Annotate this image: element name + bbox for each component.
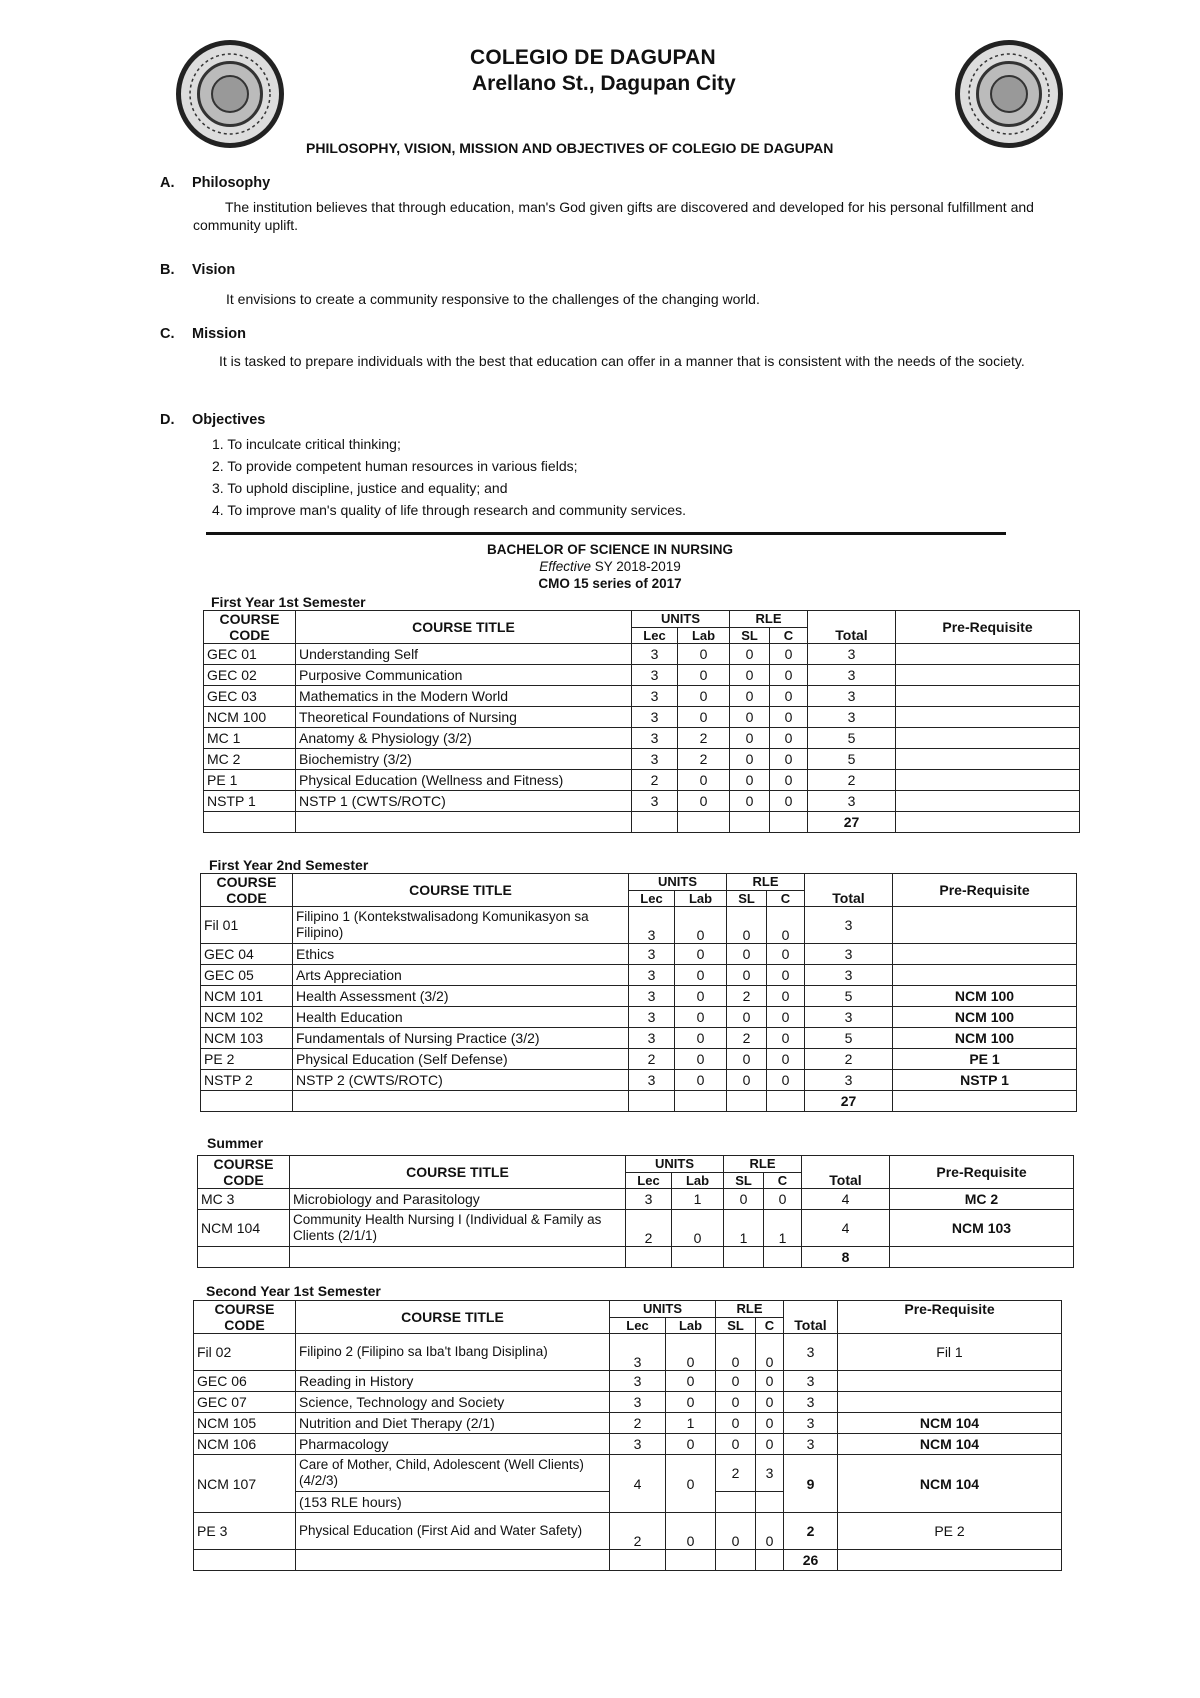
program-effective: Effective SY 2018-2019 (539, 559, 681, 574)
header-course-code: COURSE CODE (194, 1301, 296, 1334)
table-row: MC 1 Anatomy & Physiology (3/2) 3 2 0 0 5 (204, 728, 1080, 749)
header-lec: Lec (629, 890, 675, 907)
school-seal-right (955, 40, 1063, 148)
table-row: GEC 07 Science, Technology and Society 3 0 0 0 3 (194, 1392, 1062, 1413)
header-rle: RLE (730, 611, 808, 628)
header-prerequisite: Pre-Requisite (838, 1301, 1062, 1334)
table-row: MC 3 Microbiology and Parasitology 3 1 0 0 4 MC 2 (198, 1189, 1074, 1210)
table-row: NCM 101 Health Assessment (3/2) 3 0 2 0 5 NCM 100 (201, 986, 1077, 1007)
header-units: UNITS (632, 611, 730, 628)
header-rle: RLE (727, 874, 805, 891)
table-row: Fil 02 Filipino 2 (Filipino sa Iba't Ibang Disiplina) 3 0 0 0 3 Fil 1 (194, 1334, 1062, 1371)
header-rle: RLE (716, 1301, 784, 1318)
divider (206, 532, 1006, 535)
vision-heading: B. Vision (160, 262, 236, 278)
table-row: NCM 107 Care of Mother, Child, Adolescent (Well Clients) (4/2/3) 4 0 2 3 9 NCM 104 (194, 1455, 1062, 1492)
header-total: Total (802, 1156, 890, 1189)
header-course-code: COURSE CODE (198, 1156, 290, 1189)
vision-text: It envisions to create a community responsive to the challenges of the changing world. (226, 291, 760, 307)
header-lec: Lec (610, 1317, 666, 1334)
header-prerequisite: Pre-Requisite (896, 611, 1080, 644)
header-lab: Lab (666, 1317, 716, 1334)
program-title: BACHELOR OF SCIENCE IN NURSING (486, 542, 733, 557)
header-lec: Lec (632, 627, 678, 644)
semester-label: Summer (207, 1135, 264, 1151)
table-total-row: 27 (201, 1091, 1077, 1112)
school-name: COLEGIO DE DAGUPAN (470, 46, 716, 69)
objective-item: 4. To improve man's quality of life through research and community services. (212, 502, 686, 518)
semester-label: Second Year 1st Semester (206, 1283, 381, 1299)
table-row: NCM 105 Nutrition and Diet Therapy (2/1) 2 1 0 0 3 NCM 104 (194, 1413, 1062, 1434)
table-row: NSTP 2 NSTP 2 (CWTS/ROTC) 3 0 0 0 3 NSTP 1 (201, 1070, 1077, 1091)
document-title: PHILOSOPHY, VISION, MISSION AND OBJECTIVES OF COLEGIO DE DAGUPAN (306, 140, 834, 156)
curriculum-table (197, 1155, 1074, 1268)
objective-item: 1. To inculcate critical thinking; (212, 436, 401, 452)
table-row: Fil 01 Filipino 1 (Kontekstwalisadong Komunikasyon sa Filipino) 3 0 0 0 3 (201, 907, 1077, 944)
table-total-row: 26 (194, 1550, 1062, 1571)
semester-label: First Year 1st Semester (211, 594, 366, 610)
table-row: PE 3 Physical Education (First Aid and Water Safety) 2 0 0 0 2 PE 2 (194, 1513, 1062, 1550)
curriculum-table (203, 610, 1080, 833)
table-row: MC 2 Biochemistry (3/2) 3 2 0 0 5 (204, 749, 1080, 770)
header-course-title: COURSE TITLE (296, 1301, 610, 1334)
header-lab: Lab (672, 1172, 724, 1189)
school-seal-left (176, 40, 284, 148)
header-lec: Lec (626, 1172, 672, 1189)
header-c: C (756, 1317, 784, 1334)
curriculum-table (193, 1300, 1062, 1571)
header-course-code: COURSE CODE (201, 874, 293, 907)
header-units: UNITS (629, 874, 727, 891)
header-units: UNITS (626, 1156, 724, 1173)
header-c: C (770, 627, 808, 644)
header-course-code: COURSE CODE (204, 611, 296, 644)
table-row: GEC 06 Reading in History 3 0 0 0 3 (194, 1371, 1062, 1392)
curriculum-table (200, 873, 1077, 1112)
mission-heading: C. Mission (160, 326, 246, 342)
table-row: NCM 104 Community Health Nursing I (Individual & Family as Clients (2/1/1) 2 0 1 1 4 NCM 103 (198, 1210, 1074, 1247)
header-total: Total (784, 1301, 838, 1334)
header-sl: SL (724, 1172, 764, 1189)
header-sl: SL (730, 627, 770, 644)
table-row: NCM 100 Theoretical Foundations of Nursing 3 0 0 0 3 (204, 707, 1080, 728)
table-row: NCM 102 Health Education 3 0 0 0 3 NCM 100 (201, 1007, 1077, 1028)
objective-item: 2. To provide competent human resources in various fields; (212, 458, 578, 474)
header-course-title: COURSE TITLE (296, 611, 632, 644)
objective-item: 3. To uphold discipline, justice and equality; and (212, 480, 508, 496)
philosophy-text: The institution believes that through education, man's God given gifts are discovered and developed for his personal fulfillment and community uplift. (193, 199, 1034, 233)
header-course-title: COURSE TITLE (293, 874, 629, 907)
table-total-row: 27 (204, 812, 1080, 833)
table-row: NCM 106 Pharmacology 3 0 0 0 3 NCM 104 (194, 1434, 1062, 1455)
header-sl: SL (727, 890, 767, 907)
header-units: UNITS (610, 1301, 716, 1318)
header-lab: Lab (678, 627, 730, 644)
table-row: GEC 04 Ethics 3 0 0 0 3 (201, 944, 1077, 965)
school-address: Arellano St., Dagupan City (472, 72, 736, 95)
header-sl: SL (716, 1317, 756, 1334)
table-total-row: 8 (198, 1247, 1074, 1268)
header-total: Total (805, 874, 893, 907)
philosophy-heading: A. Philosophy (160, 175, 271, 191)
program-cmo: CMO 15 series of 2017 (538, 576, 682, 591)
table-row: GEC 03 Mathematics in the Modern World 3 0 0 0 3 (204, 686, 1080, 707)
semester-label: First Year 2nd Semester (209, 857, 369, 873)
header-rle: RLE (724, 1156, 802, 1173)
header-course-title: COURSE TITLE (290, 1156, 626, 1189)
table-row: PE 2 Physical Education (Self Defense) 2 0 0 0 2 PE 1 (201, 1049, 1077, 1070)
header-prerequisite: Pre-Requisite (893, 874, 1077, 907)
table-row: GEC 01 Understanding Self 3 0 0 0 3 (204, 644, 1080, 665)
objectives-heading: D. Objectives (160, 412, 266, 428)
table-row: NCM 103 Fundamentals of Nursing Practice (3/2) 3 0 2 0 5 NCM 100 (201, 1028, 1077, 1049)
table-row: GEC 05 Arts Appreciation 3 0 0 0 3 (201, 965, 1077, 986)
header-lab: Lab (675, 890, 727, 907)
table-row: NSTP 1 NSTP 1 (CWTS/ROTC) 3 0 0 0 3 (204, 791, 1080, 812)
header-c: C (767, 890, 805, 907)
table-row: GEC 02 Purposive Communication 3 0 0 0 3 (204, 665, 1080, 686)
mission-text: It is tasked to prepare individuals with the best that education can offer in a manner that is consistent with the needs of the society. (219, 353, 1025, 369)
header-c: C (764, 1172, 802, 1189)
header-prerequisite: Pre-Requisite (890, 1156, 1074, 1189)
table-row: PE 1 Physical Education (Wellness and Fitness) 2 0 0 0 2 (204, 770, 1080, 791)
table-row: (153 RLE hours) (194, 1492, 1062, 1513)
header-total: Total (808, 611, 896, 644)
